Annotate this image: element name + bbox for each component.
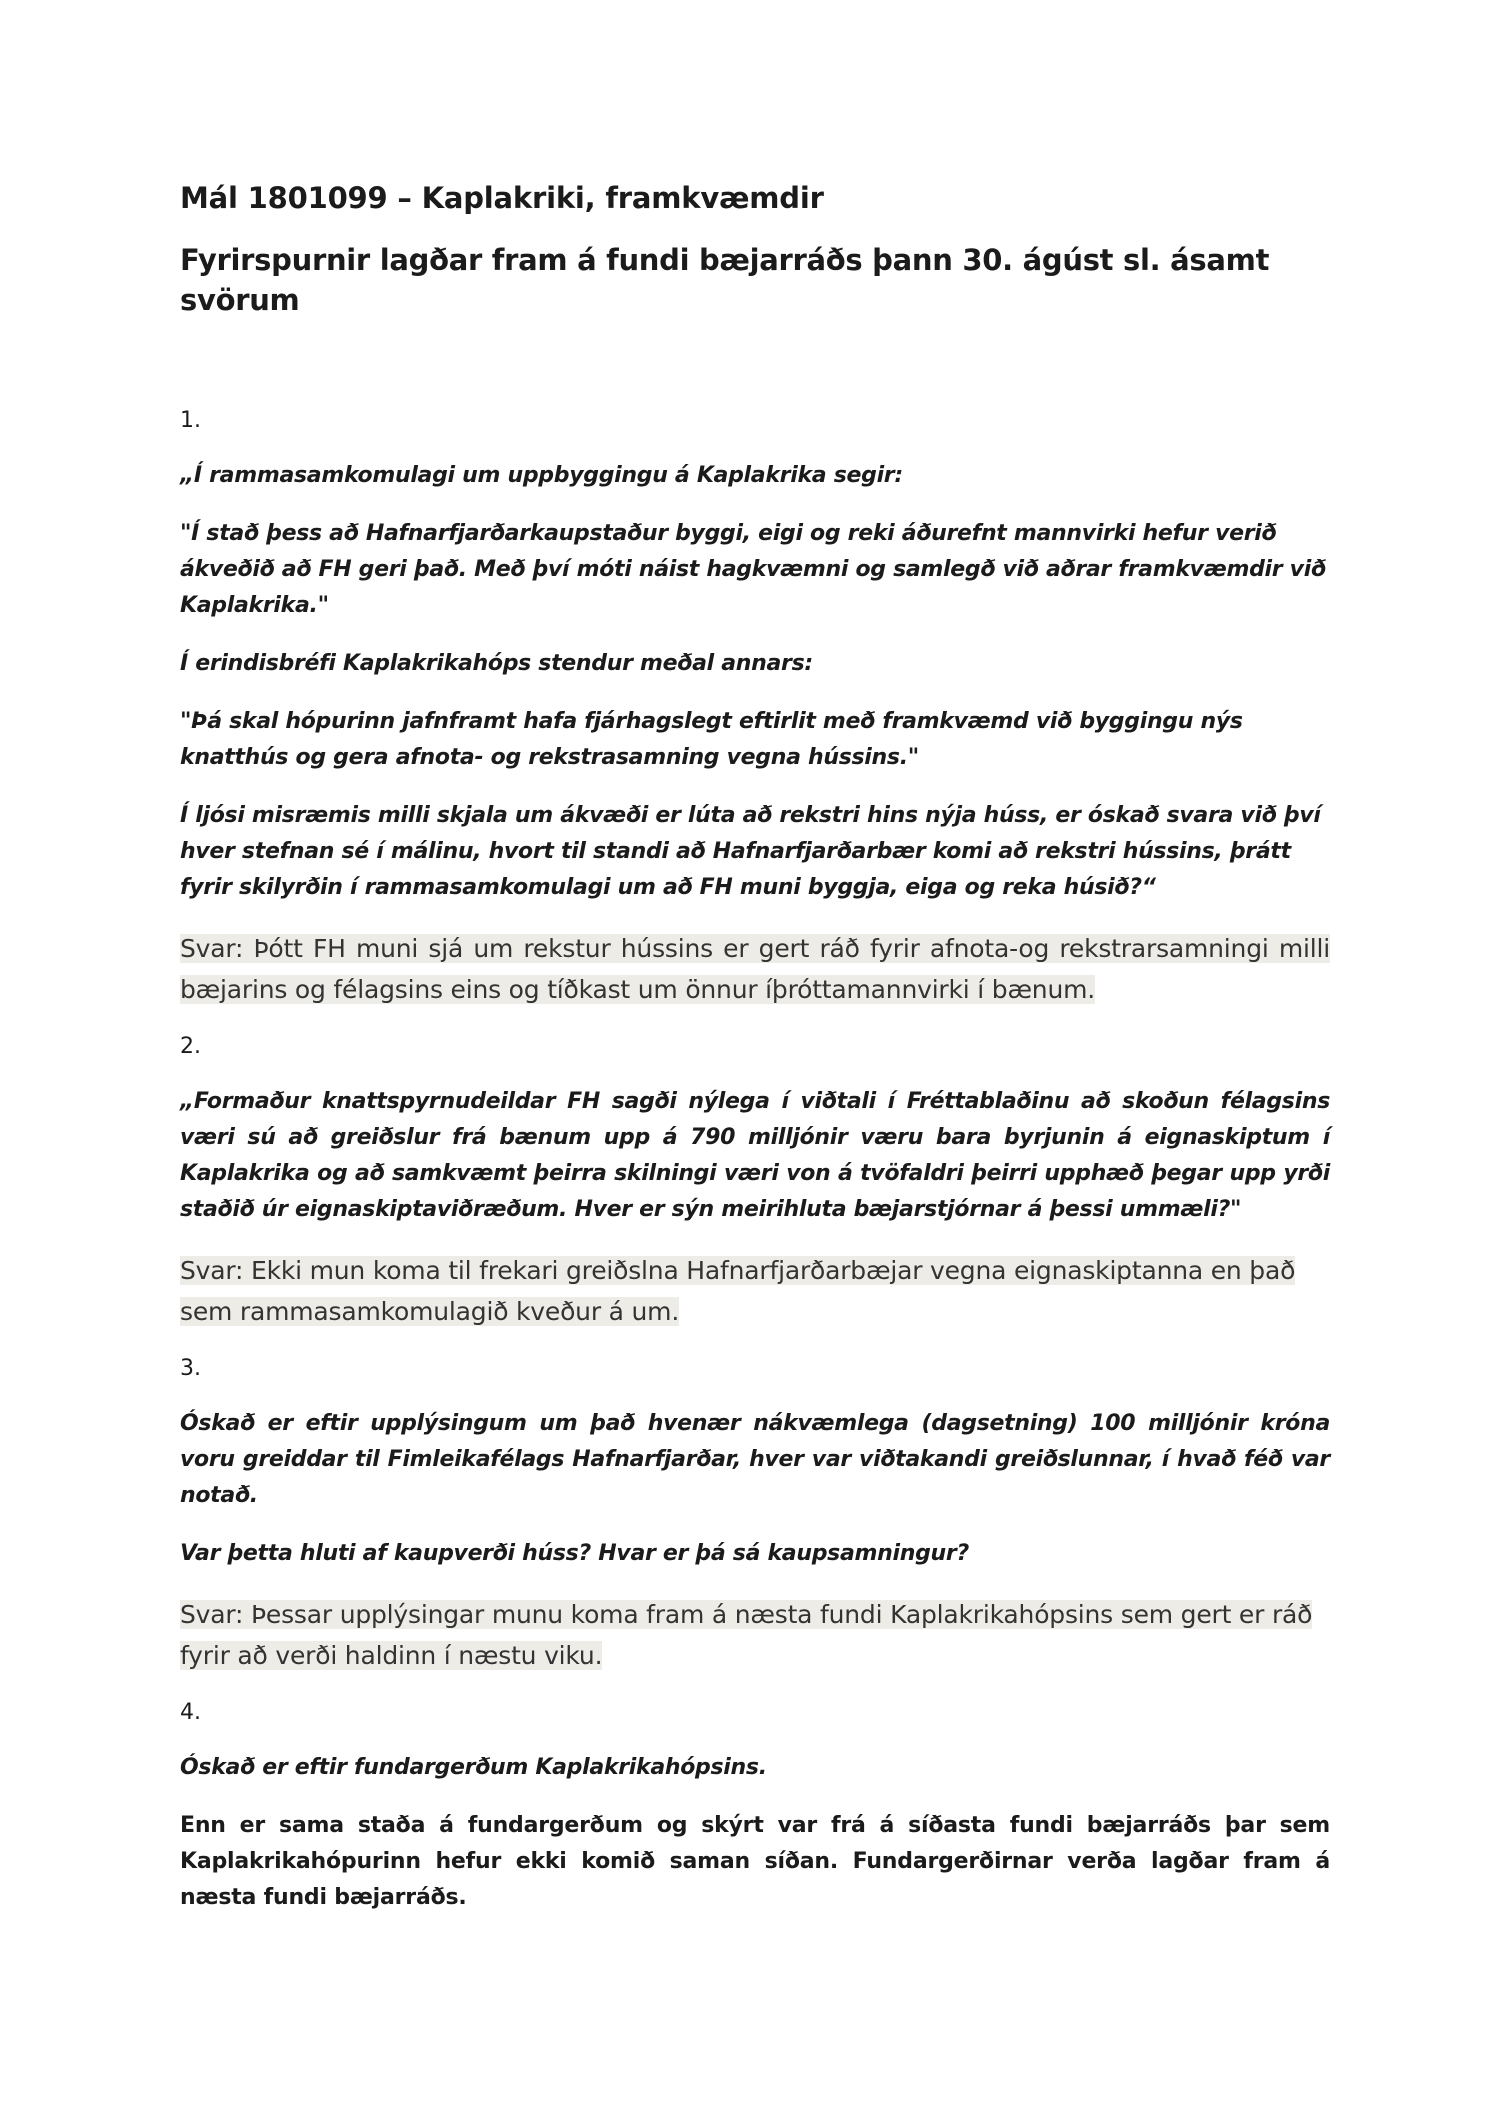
question-paragraph: Óskað er eftir fundargerðum Kaplakrikahópsins. bbox=[180, 1755, 767, 1780]
question-paragraph: „Formaður knattspyrnudeildar FH sagði nýlega í viðtali í Fréttablaðinu að skoðun félagsins væri sú að greiðslur frá bænum upp á 790 milljónir væru bara byrjunin á eignaskiptum í Kaplakrika og að samkvæmt þeirra skilningi væri von á tvöfaldri þeirri upphæð þegar upp yrði staðið úr eignaskiptaviðræðum. Hver er sýn meirihluta bæjarstjórnar á þessi ummæli?" bbox=[180, 1089, 1330, 1222]
question-item-2 bbox=[180, 1032, 1330, 1332]
item-number: 3. bbox=[180, 1356, 201, 1381]
item-number: 1. bbox=[180, 408, 201, 433]
answer-highlight: Svar: Ekki mun koma til frekari greiðslna Hafnarfjarðarbæjar vegna eignaskiptanna en það sem rammasamkomulagið kveður á um. bbox=[180, 1256, 1296, 1326]
question-paragraph: "Þá skal hópurinn jafnframt hafa fjárhagslegt eftirlit með framkvæmd við byggingu nýs knatthús og gera afnota- og rekstrasamning vegna hússins." bbox=[180, 709, 1243, 770]
document-content bbox=[180, 178, 1330, 1916]
answer-note: Enn er sama staða á fundargerðum og skýrt var frá á síðasta fundi bæjarráðs þar sem Kaplakrikahópurinn hefur ekki komið saman síðan. Fundargerðirnar verða lagðar fram á næsta fundi bæjarráðs. bbox=[180, 1813, 1330, 1910]
item-number: 4. bbox=[180, 1700, 201, 1725]
question-paragraph: „Í rammasamkomulagi um uppbyggingu á Kaplakrika segir: bbox=[180, 463, 903, 488]
question-paragraph: Í erindisbréfi Kaplakrikahóps stendur meðal annars: bbox=[180, 651, 813, 676]
document-subtitle: Fyrirspurnir lagðar fram á fundi bæjarráðs þann 30. ágúst sl. ásamt svörum bbox=[180, 243, 1270, 317]
answer-paragraph bbox=[180, 1250, 1330, 1332]
question-paragraph: Var þetta hluti af kaupverði húss? Hvar er þá sá kaupsamningur? bbox=[180, 1541, 969, 1566]
answer-paragraph bbox=[180, 1594, 1330, 1676]
answer-highlight: Svar: Þessar upplýsingar munu koma fram á næsta fundi Kaplakrikahópsins sem gert er ráð fyrir að verði haldinn í næstu viku. bbox=[180, 1600, 1313, 1670]
answer-paragraph bbox=[180, 928, 1330, 1010]
question-item-4 bbox=[180, 1698, 1330, 1916]
document-title: Mál 1801099 – Kaplakriki, framkvæmdir bbox=[180, 181, 824, 215]
answer-highlight: Svar: Þótt FH muni sjá um rekstur hússins er gert ráð fyrir afnota-og rekstrarsamningi milli bæjarins og félagsins eins og tíðkast um önnur íþróttamannvirki í bænum. bbox=[180, 934, 1330, 1004]
item-number: 2. bbox=[180, 1034, 201, 1059]
question-paragraph: Óskað er eftir upplýsingum um það hvenær nákvæmlega (dagsetning) 100 milljónir króna voru greiddar til Fimleikafélags Hafnarfjarðar, hver var viðtakandi greiðslunnar, í hvað féð var notað. bbox=[180, 1411, 1330, 1508]
question-paragraph: Í ljósi misræmis milli skjala um ákvæði er lúta að rekstri hins nýja húss, er óskað svara við því hver stefnan sé í málinu, hvort til standi að Hafnarfjarðarbær komi að rekstri hússins, þrátt fyrir skilyrðin í rammasamkomulagi um að FH muni byggja, eiga og reka húsið?“ bbox=[180, 803, 1321, 900]
question-paragraph: "Í stað þess að Hafnarfjarðarkaupstaður byggi, eigi og reki áðurefnt mannvirki hefur verið ákveðið að FH geri það. Með því móti náist hagkvæmni og samlegð við aðrar framkvæmdir við Kaplakrika." bbox=[180, 521, 1326, 618]
question-item-3 bbox=[180, 1354, 1330, 1676]
question-item-1 bbox=[180, 406, 1330, 1010]
